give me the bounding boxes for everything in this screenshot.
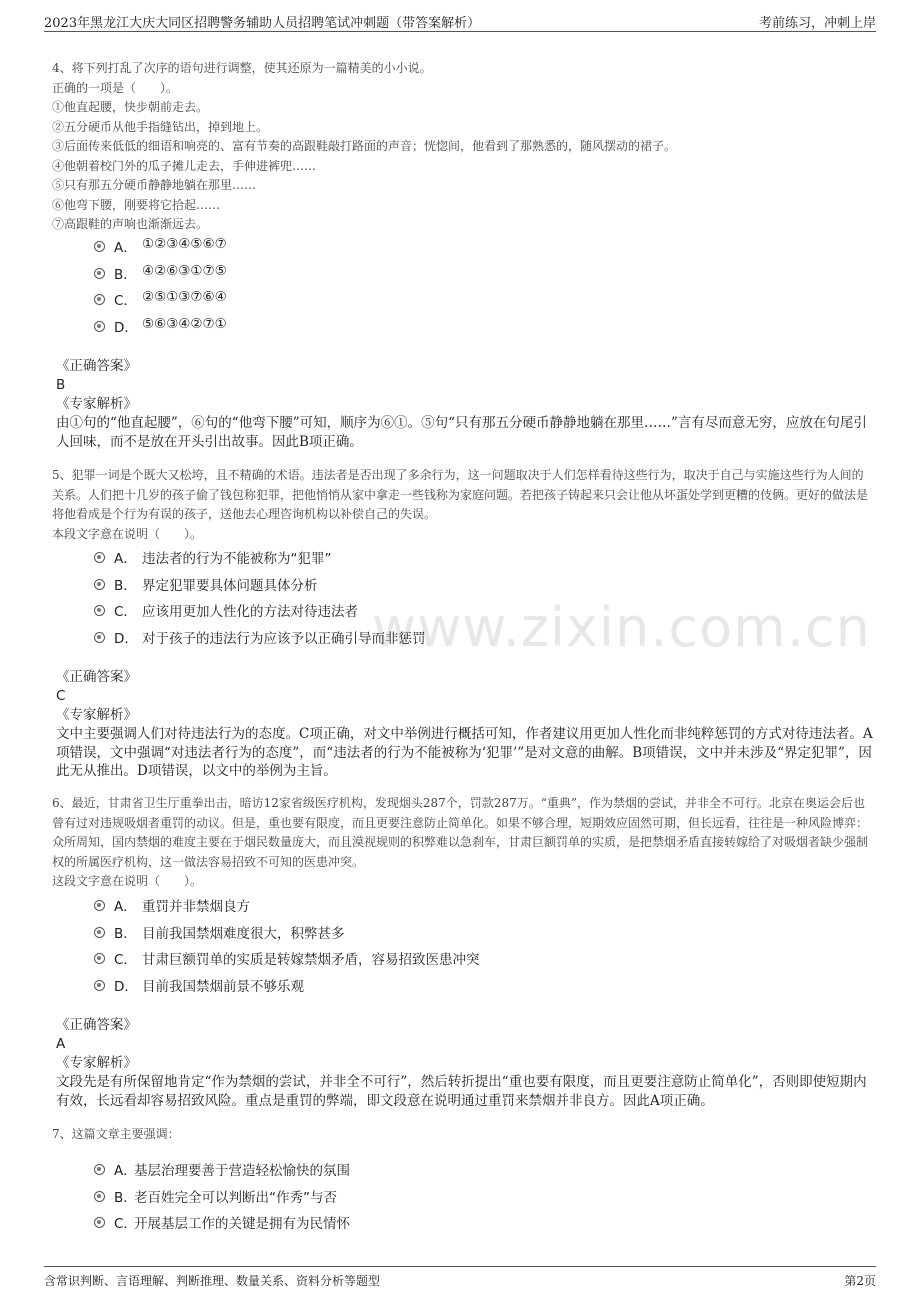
stem-line: 7、这篇文章主要强调： [52, 1127, 180, 1141]
page-footer [44, 1266, 876, 1292]
question-4-answer [56, 357, 876, 451]
radio-button[interactable] [94, 552, 105, 563]
question-7-options [94, 1156, 794, 1236]
stem-line: 4、将下列打乱了次序的语句进行调整，使其还原为一篇精美的小小说。 [52, 61, 432, 75]
stem-line: ③后面传来低低的细语和响亮的、富有节奏的高跟鞋敲打路面的声音；恍惚间，他看到了那熟悉的，随风摆动的裙子。 [52, 139, 677, 153]
question-5-options [94, 544, 794, 650]
answer-value: A [56, 1036, 66, 1052]
radio-button[interactable] [94, 927, 105, 938]
question-6-answer [56, 1016, 876, 1110]
stem-line: ②五分硬币从他手指缝钻出，掉到地上。 [52, 119, 269, 134]
stem-line: 正确的一项是（ ）。 [52, 80, 179, 95]
stem-line: 本段文字意在说明（ ）。 [52, 526, 203, 541]
page-number: 第2页 [844, 1274, 876, 1288]
stem-line: 这段文字意在说明（ ）。 [52, 874, 203, 888]
radio-button[interactable] [94, 579, 105, 590]
question-7-stem [52, 1125, 872, 1145]
option-b[interactable]: B． 老百姓完全可以判断出“作秀”与否 [94, 1183, 794, 1210]
option-b[interactable]: B． 目前我国禁烟难度很大，积弊甚多 [94, 919, 794, 946]
analysis-text: 文段先是有所保留地肯定“作为禁烟的尝试，并非全不可行”，然后转折提出“重也要有限度，而且更要注意防止简单化”，否则即使短期内有效，长远看却容易招致风险。重点是重罚的弊端，即文段意在说明通过重罚来禁烟并非良方。因此A项正确。 [56, 1074, 867, 1109]
stem-line: 5、犯罪一词是个既大又松垮，且不精确的术语。违法者是否出现了多余行为，这一问题取决于人们怎样看待这些行为，取决于自己与实施这些行为人间的关系。人们把十几岁的孩子偷了钱包称犯罪，把他悄悄从家中拿走一些钱称为家庭问题。若把孩子铸起来只会让他从坏蛋处学到更糟的伎俩。更好的做法是将他看成是个行为有误的孩子，送他去心理咨询机构以补偿自己的失误。 [52, 468, 869, 521]
option-c[interactable]: C． 甘肃巨额罚单的实质是转嫁禁烟矛盾，容易招致医患冲突 [94, 945, 794, 972]
footer-categories: 含常识判断、言语理解、判断推理、数量关系、资料分析等题型 [44, 1274, 381, 1288]
option-a[interactable]: A． 重罚并非禁烟良方 [94, 892, 794, 919]
option-d[interactable]: D． 目前我国禁烟前景不够乐观 [94, 972, 794, 999]
radio-button[interactable] [94, 321, 105, 332]
stem-line: ⑤只有那五分硬币静静地躺在那里…… [52, 178, 257, 192]
analysis-label: 《专家解析》 [56, 396, 137, 412]
option-a[interactable]: A． ①②③④⑤⑥⑦ [94, 233, 794, 260]
header-slogan: 考前练习，冲刺上岸 [758, 16, 876, 31]
answer-value: B [56, 377, 66, 393]
question-6-stem [52, 794, 872, 892]
option-d[interactable]: D． ⑤⑥③④②⑦① [94, 313, 794, 340]
option-c[interactable]: C． 应该用更加人性化的方法对待违法者 [94, 597, 794, 624]
analysis-label: 《专家解析》 [56, 1055, 137, 1071]
question-5-stem [52, 466, 872, 544]
radio-button[interactable] [94, 1164, 105, 1175]
analysis-text: 文中主要强调人们对待违法行为的态度。C项正确，对文中举例进行概括可知，作者建议用更加人性化而非纯粹惩罚的方式对待违法者。A项错误，文中强调“对违法者行为的态度”，而“违法者的行为不能被称为‘犯罪’”是对文意的曲解。B项错误，文中并未涉及“界定犯罪”，因此无从推出。D项错误，以文中的举例为主旨。 [56, 726, 873, 779]
answer-value: C [56, 688, 66, 704]
option-c[interactable]: C． ②⑤①③⑦⑥④ [94, 286, 794, 313]
option-b[interactable]: B． 界定犯罪要具体问题具体分析 [94, 571, 794, 598]
radio-button[interactable] [94, 1217, 105, 1228]
radio-button[interactable] [94, 900, 105, 911]
radio-button[interactable] [94, 294, 105, 305]
watermark: www.zixin.com.cn [372, 596, 871, 659]
question-5-answer [56, 668, 876, 781]
question-4-options [94, 233, 794, 339]
radio-button[interactable] [94, 980, 105, 991]
answer-label: 《正确答案》 [56, 669, 137, 685]
radio-button[interactable] [94, 953, 105, 964]
option-b[interactable]: B． ④②⑥③①⑦⑤ [94, 260, 794, 287]
radio-button[interactable] [94, 268, 105, 279]
option-d[interactable]: D． 对于孩子的违法行为应该予以正确引导而非惩罚 [94, 624, 794, 651]
document-title: 2023年黑龙江大庆大同区招聘警务辅助人员招聘笔试冲刺题（带答案解析） [44, 16, 481, 31]
analysis-label: 《专家解析》 [56, 707, 137, 723]
question-4-stem [52, 59, 872, 235]
stem-line: ⑦高跟鞋的声响也渐渐远去。 [52, 217, 209, 231]
stem-line: ①他直起腰，快步朝前走去。 [52, 100, 209, 114]
radio-button[interactable] [94, 241, 105, 252]
radio-button[interactable] [94, 632, 105, 643]
analysis-text: 由①句的“他直起腰”，⑥句的“他弯下腰”可知，顺序为⑥①。⑤句“只有那五分硬币静静地躺在那里……”言有尽而意无穷，应放在句尾引人回味，而不是放在开头引出故事。因此B项正确。 [56, 415, 867, 450]
question-6-options [94, 892, 794, 998]
page-header [44, 10, 876, 32]
radio-button[interactable] [94, 1191, 105, 1202]
stem-line: ④他朝着校门外的瓜子摊儿走去，手伸进裤兜…… [52, 158, 317, 173]
option-a[interactable]: A． 基层治理要善于营造轻松愉快的氛围 [94, 1156, 794, 1183]
answer-label: 《正确答案》 [56, 358, 137, 374]
option-c[interactable]: C． 开展基层工作的关键是拥有为民情怀 [94, 1209, 794, 1236]
option-a[interactable]: A． 违法者的行为不能被称为“犯罪” [94, 544, 794, 571]
stem-line: 6、最近，甘肃省卫生厅重拳出击，暗访12家省级医疗机构，发现烟头287个，罚款287万。“重典”，作为禁烟的尝试，并非全不可行。北京在奥运会后也曾有过对违规吸烟者重罚的动议。但是，重也要有限度，而且更要注意防止简单化。如果不够合理，短期效应固然可期，但长远看，往往是一种风险博弈：众所周知，国内禁烟的难度主要在于烟民数量庞大，而且漠视规则的积弊难以急刹车，甘肃巨额罚单的实质，是把禁烟矛盾直接转嫁给了对吸烟者缺少强制权的所属医疗机构，这一做法容易招致不可知的医患冲突。 [52, 796, 869, 869]
radio-button[interactable] [94, 605, 105, 616]
answer-label: 《正确答案》 [56, 1017, 137, 1033]
stem-line: ⑥他弯下腰，刚要将它拾起…… [52, 197, 221, 212]
